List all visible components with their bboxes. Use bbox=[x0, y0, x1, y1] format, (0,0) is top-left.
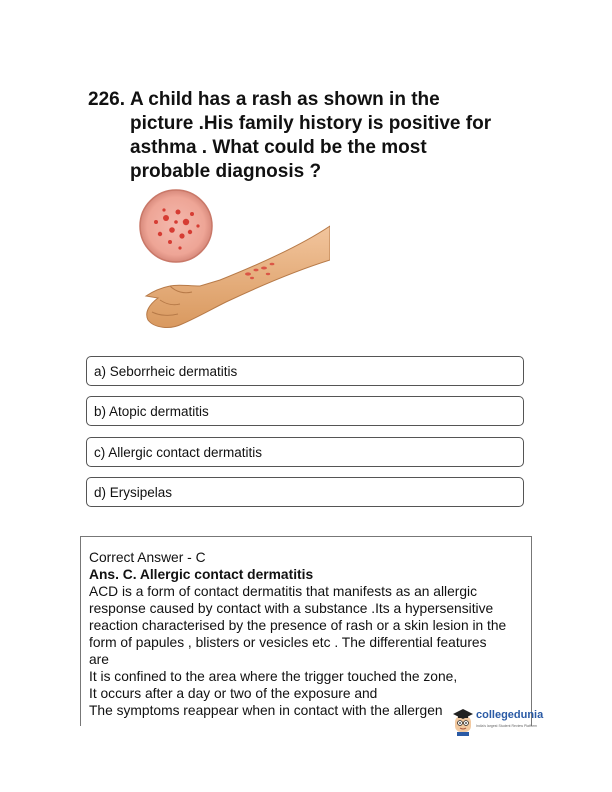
explanation-line: ACD is a form of contact dermatitis that manifests as an allergic bbox=[89, 584, 477, 599]
option-a: a) Seborrheic dermatitis bbox=[86, 356, 524, 386]
explanation-line: form of papules , blisters or vesicles etc . The differential features bbox=[89, 635, 487, 650]
explanation-line: are bbox=[89, 652, 109, 667]
question bbox=[88, 88, 528, 184]
question-line: asthma . What could be the most bbox=[130, 137, 427, 158]
collegedunia-logo bbox=[452, 706, 572, 738]
question-line: picture .His family history is positive for bbox=[130, 113, 492, 134]
graduate-mascot-icon bbox=[452, 706, 474, 736]
logo-name: collegedunia bbox=[476, 709, 544, 721]
answer-heading: Ans. C. Allergic contact dermatitis bbox=[89, 567, 314, 582]
explanation-line: reaction characterised by the presence of rash or a skin lesion in the bbox=[89, 618, 507, 633]
logo-tagline: India's largest Student Review Platform bbox=[476, 724, 537, 728]
question-line: A child has a rash as shown in the bbox=[130, 89, 440, 110]
question-number: 226. bbox=[88, 89, 125, 110]
option-c: c) Allergic contact dermatitis bbox=[86, 437, 524, 467]
correct-answer: Correct Answer - C bbox=[89, 550, 206, 565]
rash-arm-illustration bbox=[130, 188, 330, 348]
explanation-line: The symptoms reappear when in contact with the allergen bbox=[89, 703, 443, 718]
explanation-line: It occurs after a day or two of the exposure and bbox=[89, 686, 378, 701]
explanation-line: response caused by contact with a substance .Its a hypersensitive bbox=[89, 601, 494, 616]
answer-box bbox=[80, 536, 532, 726]
explanation-line: It is confined to the area where the trigger touched the zone, bbox=[89, 669, 458, 684]
option-b: b) Atopic dermatitis bbox=[86, 396, 524, 426]
option-d: d) Erysipelas bbox=[86, 477, 524, 507]
question-line: probable diagnosis ? bbox=[130, 161, 322, 182]
